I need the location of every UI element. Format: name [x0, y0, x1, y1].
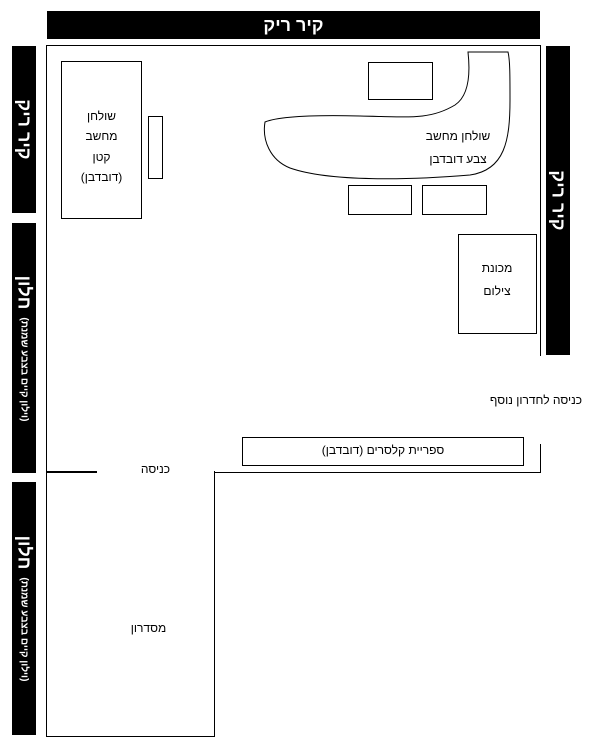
small-computer-desk-label: שולחן מחשב קטן (דובדבן): [80, 109, 123, 185]
computer-desk-label: שולחן מחשב צבע דובדבן: [425, 129, 491, 166]
top-wall-label: קיר ריק: [263, 14, 324, 35]
left-middle-window-note: (וילון קיים בצבע שמנת): [18, 316, 30, 421]
binder-shelf-label: ספריית קלסרים (דובדבן): [321, 443, 445, 457]
chair-right: [422, 185, 487, 215]
corridor-label: מסדרון: [130, 621, 167, 635]
left-middle-window-title: חלון: [14, 275, 35, 309]
left-lower-window-note: (וילון קיים בצבע שמנת): [18, 577, 30, 682]
chair-left: [348, 185, 412, 215]
side-entry-label: כניסה לחדרון נוסף: [489, 393, 583, 407]
copier-label: מכונת צילום: [481, 261, 513, 298]
right-wall-label: קיר ריק: [548, 170, 569, 231]
left-upper-wall-label: קיר ריק: [14, 99, 35, 160]
monitor-box: [368, 62, 433, 100]
left-lower-window-title: חלון: [14, 535, 35, 570]
main-entry-label: כניסה: [140, 462, 171, 476]
